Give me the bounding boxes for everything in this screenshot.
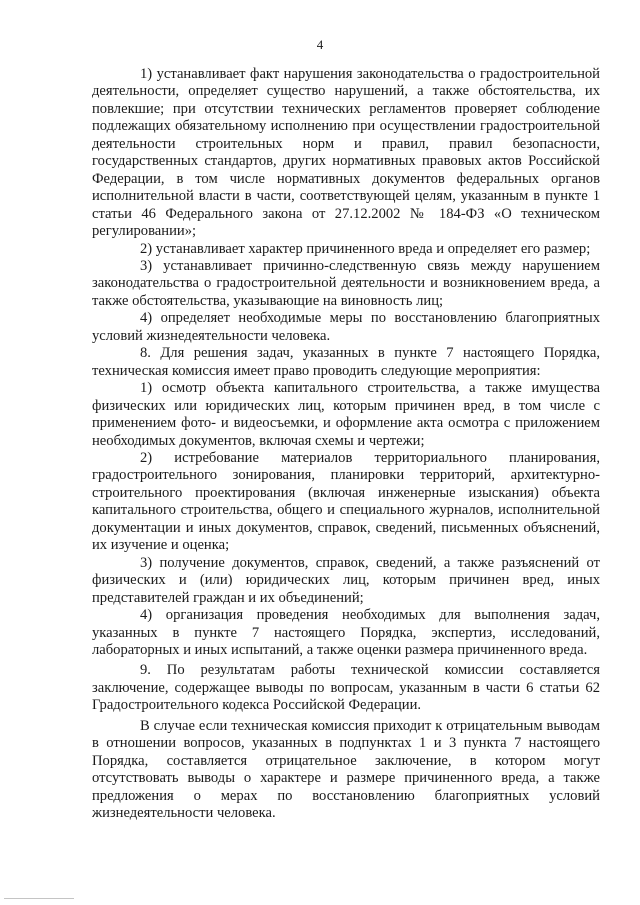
paragraph-1-3-causal-link: 3) устанавливает причинно-следственную связь между нарушением законодательства о градостроительной деятельности и возникновением вреда, а также обстоятельства, указывающие на виновность лиц; — [92, 257, 600, 309]
paragraph-1-2-damage-nature: 2) устанавливает характер причиненного вреда и определяет его размер; — [140, 240, 591, 257]
paragraph-1-1-establishes-violation: 1) устанавливает факт нарушения законодательства о градостроительной деятельности, определяет существо нарушений, а также обстоятельства, их повлекшие; при отсутствии технических регламентов проверяет соблюдение подлежащих обязательному исполнению при осуществлении градостроительной деятельности строительных норм и правил, правил безопасности, государственных стандартов, других нормативных правовых актов Российской Федерации, в том числе нормативных документов федеральных органов исполнительной власти в части, соответствующей целям, указанным в пункте 1 статьи 46 Федерального закона от 27.12.2002 № 184-ФЗ «О техническом регулировании»; — [92, 66, 600, 240]
paragraph-1-4-restoration-measures: 4) определяет необходимые меры по восстановлению благоприятных условий жизнедеятельности человека. — [92, 310, 600, 344]
paragraph-9-conclusion: 9. По результатам работы технической комиссии составляется заключение, содержащее выводы по вопросам, указанным в части 6 статьи 62 Градостроительного кодекса Российской Федерации. — [92, 662, 600, 714]
paragraph-negative-conclusion: В случае если техническая комиссия приходит к отрицательным выводам в отношении вопросов, указанных в подпунктах 1 и 3 пункта 7 настоящего Порядка, составляется отрицательное заключение, в котором могут отсутствовать выводы о характере и размере причиненного вреда, а также предложения о мерах по восстановлению благоприятных условий жизнедеятельности человека. — [92, 717, 600, 822]
paragraph-8-4-expertise: 4) организация проведения необходимых для выполнения задач, указанных в пункте 7 настоящего Порядка, экспертиз, исследований, лабораторных и иных испытаний, а также оценки размера причиненного вреда. — [92, 607, 600, 658]
document-body — [92, 66, 600, 822]
page-number: 4 — [316, 37, 324, 52]
paragraph-8-commission-rights: 8. Для решения задач, указанных в пункте 7 настоящего Порядка, техническая комиссия имеет право проводить следующие мероприятия: — [92, 345, 600, 379]
scan-edge-line — [4, 898, 74, 899]
paragraph-8-1-inspection: 1) осмотр объекта капитального строительства, а также имущества физических или юридических лиц, которым причинен вред, в том числе с применением фото- и видеосъемки, и оформление акта осмотра с приложением необходимых документов, включая схемы и чертежи; — [92, 380, 600, 449]
paragraph-8-3-obtain-documents: 3) получение документов, справок, сведений, а также разъяснений от физических и (или) юридических лиц, которым причинен вред, иных представителей граждан и их объединений; — [92, 554, 600, 606]
paragraph-8-2-request-materials: 2) истребование материалов территориального планирования, градостроительного зонирования, планировки территорий, архитектурно-строительного проектирования (включая инженерные изыскания) объекта капитального строительства, общего и специального журналов, исполнительной документации и иных документов, справок, сведений, письменных объяснений, их изучение и оценка; — [92, 449, 600, 554]
